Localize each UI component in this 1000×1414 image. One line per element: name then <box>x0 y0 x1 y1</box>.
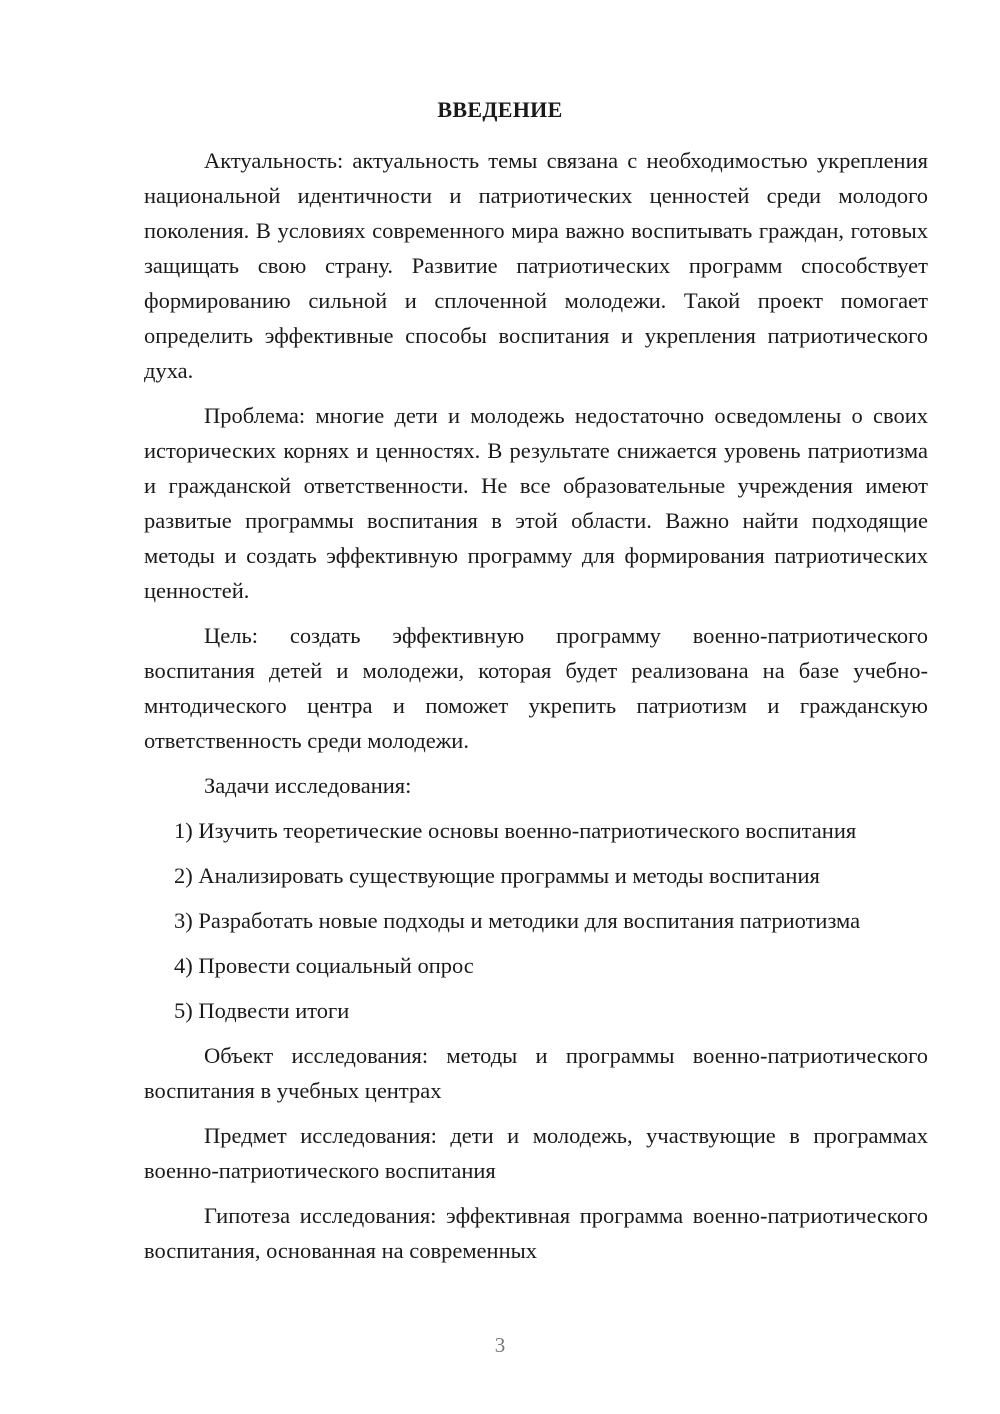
list-item-task-1: 1) Изучить теоретические основы военно-патриотического воспитания <box>174 818 857 843</box>
paragraph-goal: Цель: создать эффективную программу военно-патриотического воспитания детей и молодежи, которая будет реализована на базе учебно-мнтодического центра и поможет укрепить патриотизм и гражданскую ответственность среди молодежи. <box>144 623 928 753</box>
paragraph-hypothesis: Гипотеза исследования: эффективная программа военно-патриотического воспитания, основанная на современных <box>144 1203 928 1263</box>
list-item-task-4: 4) Провести социальный опрос <box>174 953 474 978</box>
paragraph-problem: Проблема: многие дети и молодежь недостаточно осведомлены о своих исторических корнях и ценностях. В результате снижается уровень патриотизма и гражданской ответственности. Не все образовательные учреждения имеют развитые программы воспитания в этой области. Важно найти подходящие методы и создать эффективную программу для формирования патриотических ценностей. <box>144 403 928 603</box>
paragraph-relevance: Актуальность: актуальность темы связана с необходимостью укрепления национальной идентичности и патриотических ценностей среди молодого поколения. В условиях современного мира важно воспитывать граждан, готовых защищать свою страну. Развитие патриотических программ способствует формированию сильной и сплоченной молодежи. Такой проект помогает определить эффективные способы воспитания и укрепления патриотического духа. <box>144 148 928 383</box>
document-body <box>144 143 928 1268</box>
paragraph-object: Объект исследования: методы и программы военно-патриотического воспитания в учебных центрах <box>144 1043 928 1103</box>
page-number: 3 <box>494 1333 506 1357</box>
list-item-task-3: 3) Разработать новые подходы и методики для воспитания патриотизма <box>174 908 861 933</box>
tasks-heading: Задачи исследования: <box>204 773 412 798</box>
paragraph-subject: Предмет исследования: дети и молодежь, участвующие в программах военно-патриотического воспитания <box>144 1123 928 1183</box>
list-item-task-2: 2) Анализировать существующие программы и методы воспитания <box>174 863 820 888</box>
list-item-task-5: 5) Подвести итоги <box>174 998 350 1023</box>
page-title: ВВЕДЕНИЕ <box>437 97 563 122</box>
